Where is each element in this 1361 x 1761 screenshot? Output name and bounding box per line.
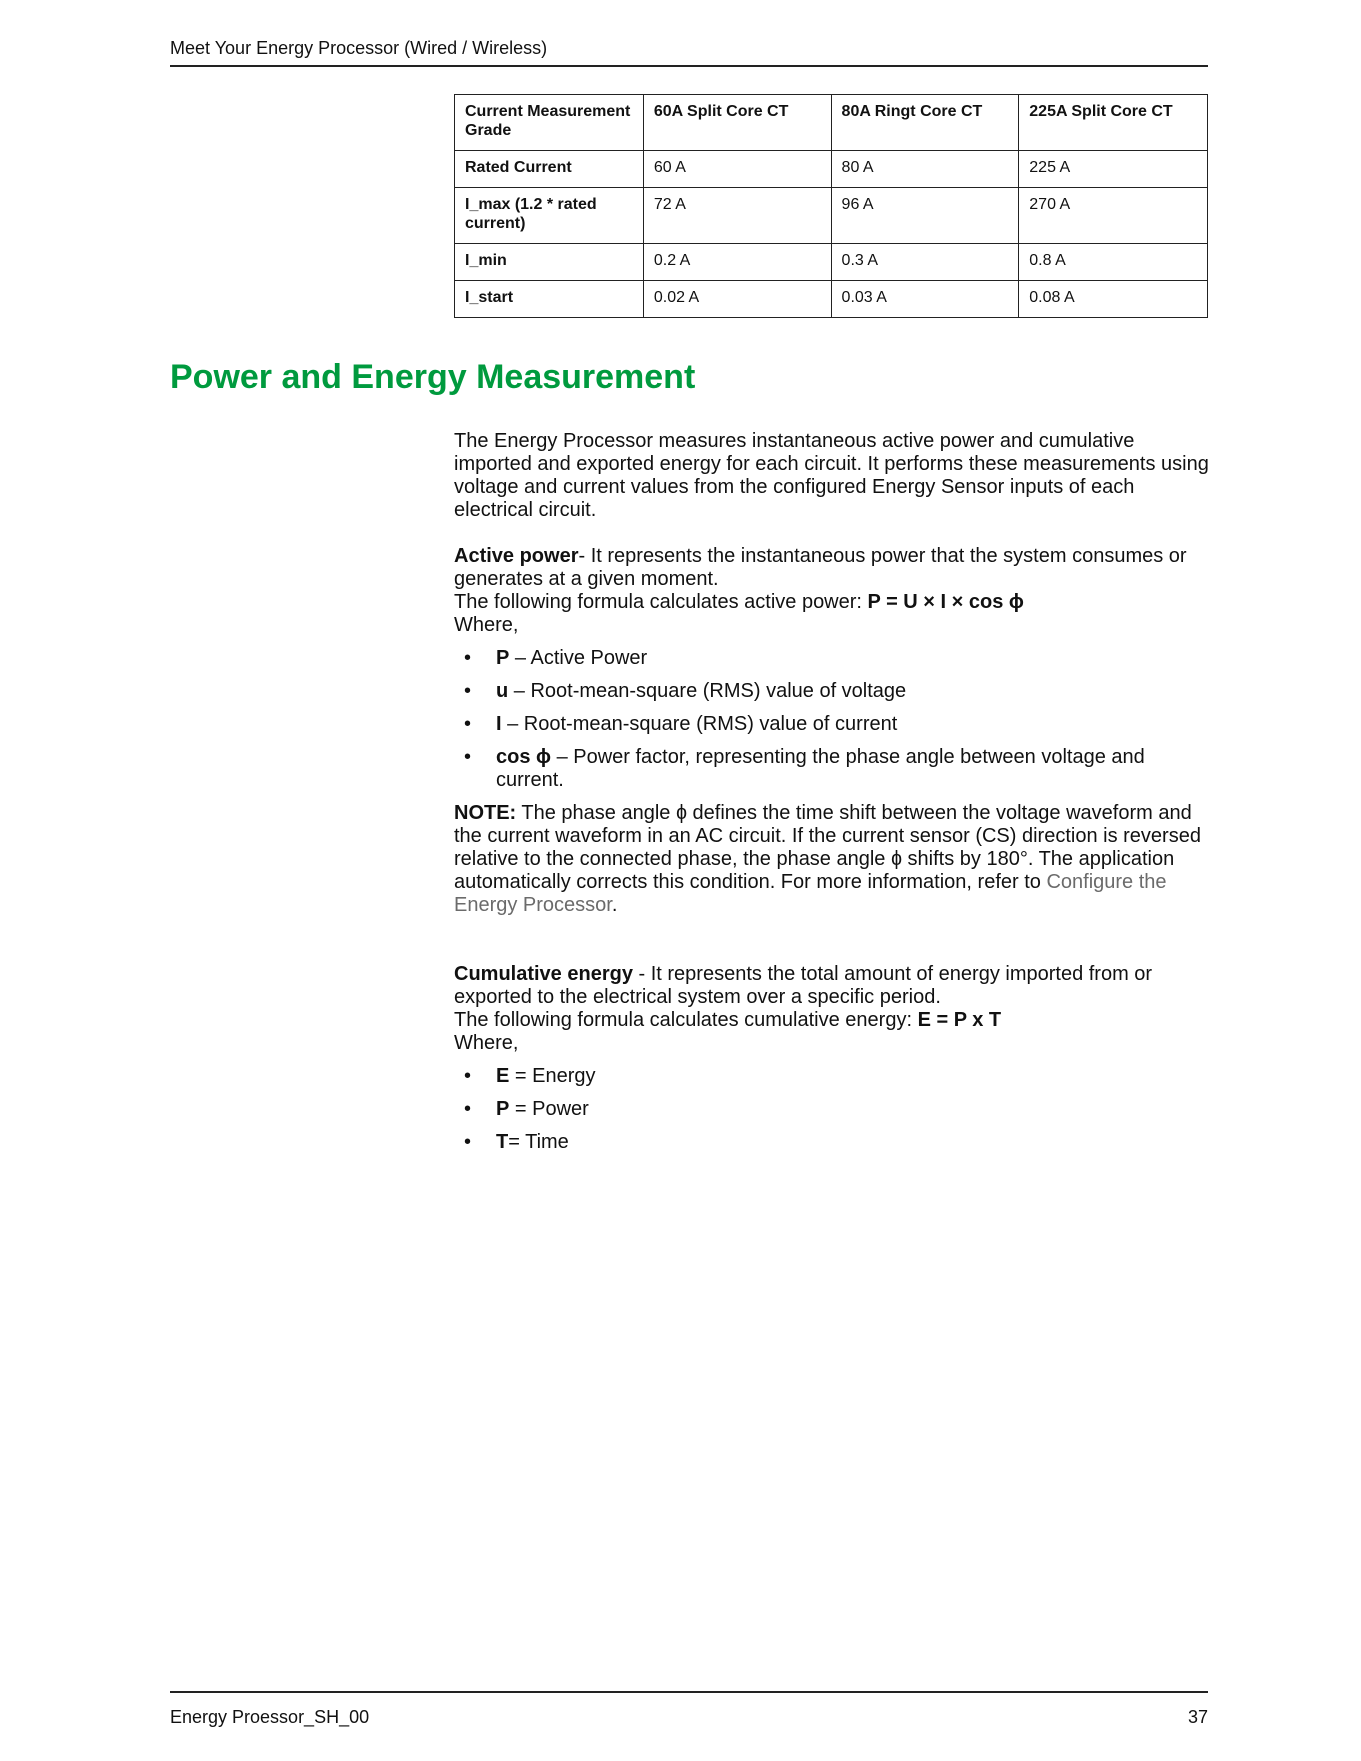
variable-desc: – Root-mean-square (RMS) value of voltage (508, 680, 907, 702)
variable-term: P (496, 1098, 510, 1120)
variable-desc: = Energy (509, 1065, 596, 1087)
formula-intro: The following formula calculates cumulative energy: (454, 1009, 918, 1031)
table-cell: 72 A (643, 188, 831, 244)
table-cell: 0.2 A (643, 244, 831, 281)
section-title: Power and Energy Measurement (170, 358, 696, 396)
table-cell: 80 A (831, 151, 1019, 188)
variable-term: T (496, 1131, 509, 1153)
ct-spec-table (454, 94, 1208, 318)
footer-divider (170, 1691, 1208, 1693)
bullet-icon: • (464, 746, 472, 768)
table-cell: 270 A (1019, 188, 1208, 244)
list-item (454, 680, 1214, 703)
table-header-cell: 80A Ringt Core CT (831, 95, 1019, 151)
header-divider (170, 65, 1208, 67)
note-end: . (611, 894, 618, 916)
bullet-icon: • (464, 713, 472, 735)
variable-term: I (496, 713, 502, 735)
bullet-icon: • (464, 1131, 472, 1153)
cumulative-energy-formula: E = P x T (917, 1009, 1002, 1031)
note-text: The phase angle ɸ defines the time shift between the voltage waveform and the current waveform in an AC circuit. If the current sensor (CS) direction is reversed relative to the connected phase, the phase angle ɸ shifts by 180°. The application automatically corrects this condition. For more information, refer to (454, 802, 1201, 893)
active-power-term: Active power (454, 545, 579, 567)
row-label: I_max (1.2 * rated current) (455, 188, 644, 244)
bullet-icon: • (464, 647, 472, 669)
variable-term: cos ɸ (496, 746, 552, 768)
table-cell: 60 A (643, 151, 831, 188)
table-cell: 0.08 A (1019, 281, 1208, 318)
table-row (455, 244, 1208, 281)
row-label: I_start (455, 281, 644, 318)
variable-term: u (496, 680, 509, 702)
active-power-variable-list (454, 647, 1214, 792)
configure-energy-processor-link[interactable]: Configure the Energy Processor (454, 871, 1167, 916)
row-label: Rated Current (455, 151, 644, 188)
active-power-paragraph (454, 545, 1214, 591)
table-cell: 0.02 A (643, 281, 831, 318)
list-item (454, 1131, 1214, 1154)
table-row (455, 151, 1208, 188)
active-power-formula-line (454, 591, 1214, 614)
page-header: Meet Your Energy Processor (Wired / Wireless) (170, 38, 548, 58)
variable-desc: = Time (508, 1131, 569, 1153)
table-header-cell: Current Measurement Grade (455, 95, 644, 151)
footer-doc-id: Energy Proessor_SH_00 (170, 1707, 370, 1727)
bullet-icon: • (464, 1065, 472, 1087)
list-item (454, 1065, 1214, 1088)
list-item (454, 746, 1214, 792)
table-cell: 0.03 A (831, 281, 1019, 318)
table-header-row (455, 95, 1208, 151)
cumulative-formula-line (454, 1009, 1214, 1032)
table-cell: 96 A (831, 188, 1019, 244)
cumulative-energy-variable-list (454, 1065, 1214, 1154)
note-block (454, 802, 1214, 917)
table-row (455, 281, 1208, 318)
where-label: Where, (454, 614, 519, 636)
row-label: I_min (455, 244, 644, 281)
variable-desc: = Power (509, 1098, 589, 1120)
list-item (454, 1098, 1214, 1121)
where-label: Where, (454, 1032, 519, 1054)
active-power-formula: P = U × I × cos ɸ (867, 591, 1024, 613)
table-cell: 0.8 A (1019, 244, 1208, 281)
active-power-desc: - It represents the instantaneous power that the system consumes or generates at a given moment. (454, 545, 1187, 590)
page-number: 37 (1187, 1707, 1208, 1727)
intro-paragraph: The Energy Processor measures instantaneous active power and cumulative imported and exported energy for each circuit. It performs these measurements using voltage and current values from the configured Energy Sensor inputs of each electrical circuit. (454, 430, 1209, 521)
variable-desc: – Power factor, representing the phase angle between voltage and current. (496, 746, 1145, 791)
list-item (454, 713, 1214, 736)
formula-intro: The following formula calculates active power: (454, 591, 868, 613)
table-header-cell: 225A Split Core CT (1019, 95, 1208, 151)
variable-desc: – Root-mean-square (RMS) value of current (501, 713, 898, 735)
variable-term: P (496, 647, 510, 669)
table-header-cell: 60A Split Core CT (643, 95, 831, 151)
table-cell: 225 A (1019, 151, 1208, 188)
bullet-icon: • (464, 1098, 472, 1120)
table-cell: 0.3 A (831, 244, 1019, 281)
cumulative-energy-paragraph (454, 963, 1214, 1009)
table-row (455, 188, 1208, 244)
bullet-icon: • (464, 680, 472, 702)
list-item (454, 647, 1214, 670)
note-label: NOTE: (454, 802, 517, 824)
variable-desc: – Active Power (509, 647, 648, 669)
variable-term: E (496, 1065, 510, 1087)
section-body (454, 430, 1214, 1164)
cumulative-energy-desc: - It represents the total amount of energy imported from or exported to the electrical system over a specific period. (454, 963, 1153, 1008)
cumulative-energy-term: Cumulative energy (454, 963, 633, 985)
